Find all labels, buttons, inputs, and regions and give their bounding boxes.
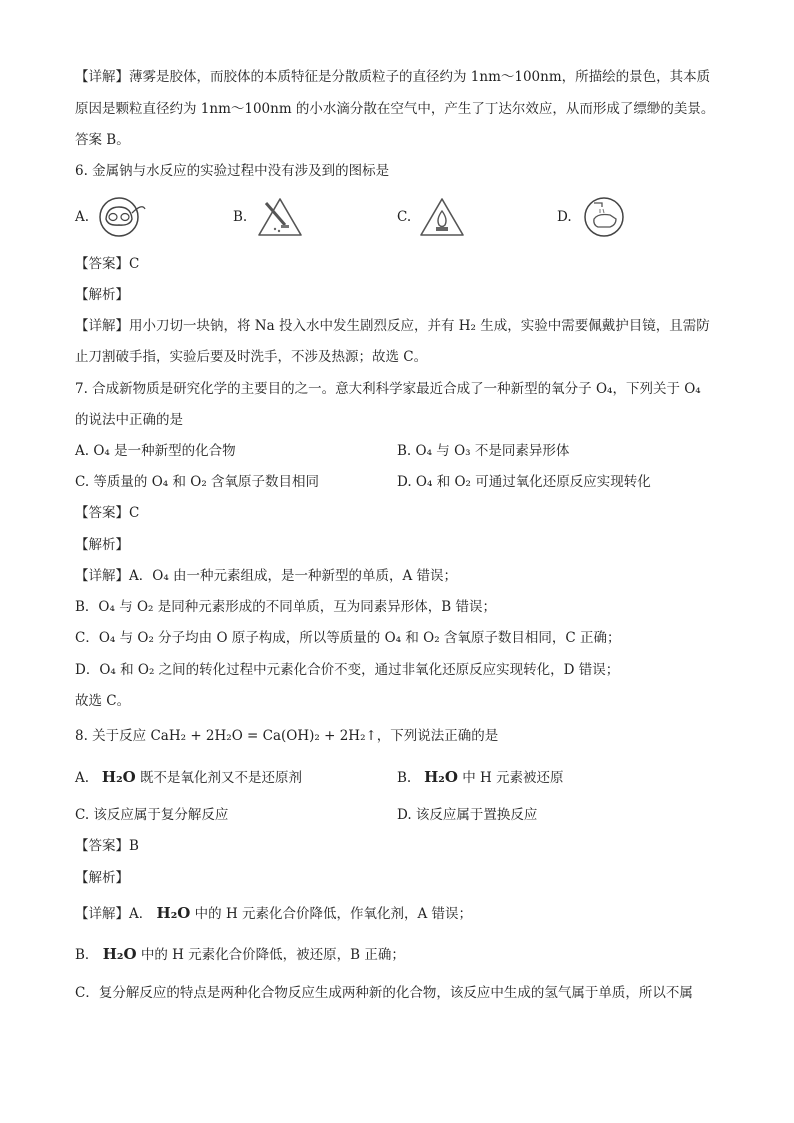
q8-option-a-text: 既不是氧化剂又不是还原剂 [140,770,303,786]
q6-option-b-label: B. [233,209,248,225]
q7-detail-c: C．O₄ 与 O₂ 分子均由 O 原子构成，所以等质量的 O₄ 和 O₂ 含氧原子数目相同，C 正确； [75,630,621,646]
q5-detail-line2: 原因是颗粒直径约为 1nm～100nm 的小水滴分散在空气中，产生了丁达尔效应，从而形成了缥缈的美景。 [75,101,715,117]
q5-answer: 答案 B。 [75,132,130,148]
q8-detail-a-label: 【详解】A． [75,906,153,922]
q5-detail-line1: 【详解】薄雾是胶体，而胶体的本质特征是分散质粒子的直径约为 1nm～100nm，所描绘的景色，其本质 [75,69,711,85]
q8-option-c: C. 该反应属于复分解反应 [75,807,229,823]
q7-detail-a: 【详解】A．O₄ 由一种元素组成，是一种新型的单质，A 错误； [75,568,458,584]
q8-option-b [397,767,564,788]
q7-conclusion: 故选 C。 [75,693,131,709]
q6-detail-line2: 止刀割破手指，实验后要及时洗手，不涉及热源；故选 C。 [75,349,428,365]
q6-detail-line1: 【详解】用小刀切一块钠，将 Na 投入水中发生剧烈反应，并有 H₂ 生成，实验中需要佩戴护目镜，且需防 [75,318,710,334]
q6-option-d-label: D. [557,209,572,225]
q8-detail-a-text: 中的 H 元素化合价降低，作氧化剂，A 错误； [194,906,473,922]
q8-option-a-label: A. [75,770,90,786]
q7-option-a: A. O₄ 是一种新型的化合物 [75,443,236,459]
q8-detail-b [75,944,405,965]
q8-option-b-formula: H₂O [424,768,458,786]
q6-option-a-label: A. [75,209,90,225]
wash-hands-icon [580,195,630,239]
q7-answer: 【答案】C [75,505,140,521]
q8-stem: 8. 关于反应 CaH₂ + 2H₂O = Ca(OH)₂ + 2H₂↑，下列说法正确的是 [75,728,499,744]
q8-option-b-text: 中 H 元素被还原 [462,770,564,786]
q6-stem: 6. 金属钠与水反应的实验过程中没有涉及到的图标是 [75,163,390,179]
q8-answer: 【答案】B [75,838,139,854]
q8-detail-a-formula: H₂O [156,904,191,922]
heat-source-icon [417,195,467,239]
q8-analysis-heading: 【解析】 [75,870,129,886]
q8-detail-b-formula: H₂O [102,945,137,963]
goggles-icon [97,195,147,239]
q7-analysis-heading: 【解析】 [75,537,129,553]
q8-detail-a [75,903,472,924]
q7-option-d: D. O₄ 和 O₂ 可通过氧化还原反应实现转化 [397,474,651,490]
sharp-object-icon [255,195,305,239]
q6-answer: 【答案】C [75,256,140,272]
q7-stem-line1: 7. 合成新物质是研究化学的主要目的之一。意大利科学家最近合成了一种新型的氧分子 O₄，下列关于 O₄ [75,381,701,397]
q8-detail-c: C．复分解反应的特点是两种化合物反应生成两种新的化合物，该反应中生成的氢气属于单质，所以不属 [75,985,693,1001]
q7-detail-b: B．O₄ 与 O₂ 是同种元素形成的不同单质，互为同素异形体，B 错误； [75,599,496,615]
q8-detail-b-label: B． [75,947,99,963]
q8-detail-b-text: 中的 H 元素化合价降低，被还原，B 正确； [140,947,405,963]
q7-stem-line2: 的说法中正确的是 [75,412,183,428]
q8-option-a [75,767,302,788]
q7-option-b: B. O₄ 与 O₃ 不是同素异形体 [397,443,570,459]
q7-option-c: C. 等质量的 O₄ 和 O₂ 含氧原子数目相同 [75,474,320,490]
q7-detail-d: D．O₄ 和 O₂ 之间的转化过程中元素化合价不变，通过非氧化还原反应实现转化，D 错误； [75,662,620,678]
q8-option-a-formula: H₂O [101,768,136,786]
q8-option-b-label: B. [397,770,412,786]
q6-option-c-label: C. [397,209,412,225]
q8-option-d: D. 该反应属于置换反应 [397,807,538,823]
q6-analysis-heading: 【解析】 [75,287,129,303]
